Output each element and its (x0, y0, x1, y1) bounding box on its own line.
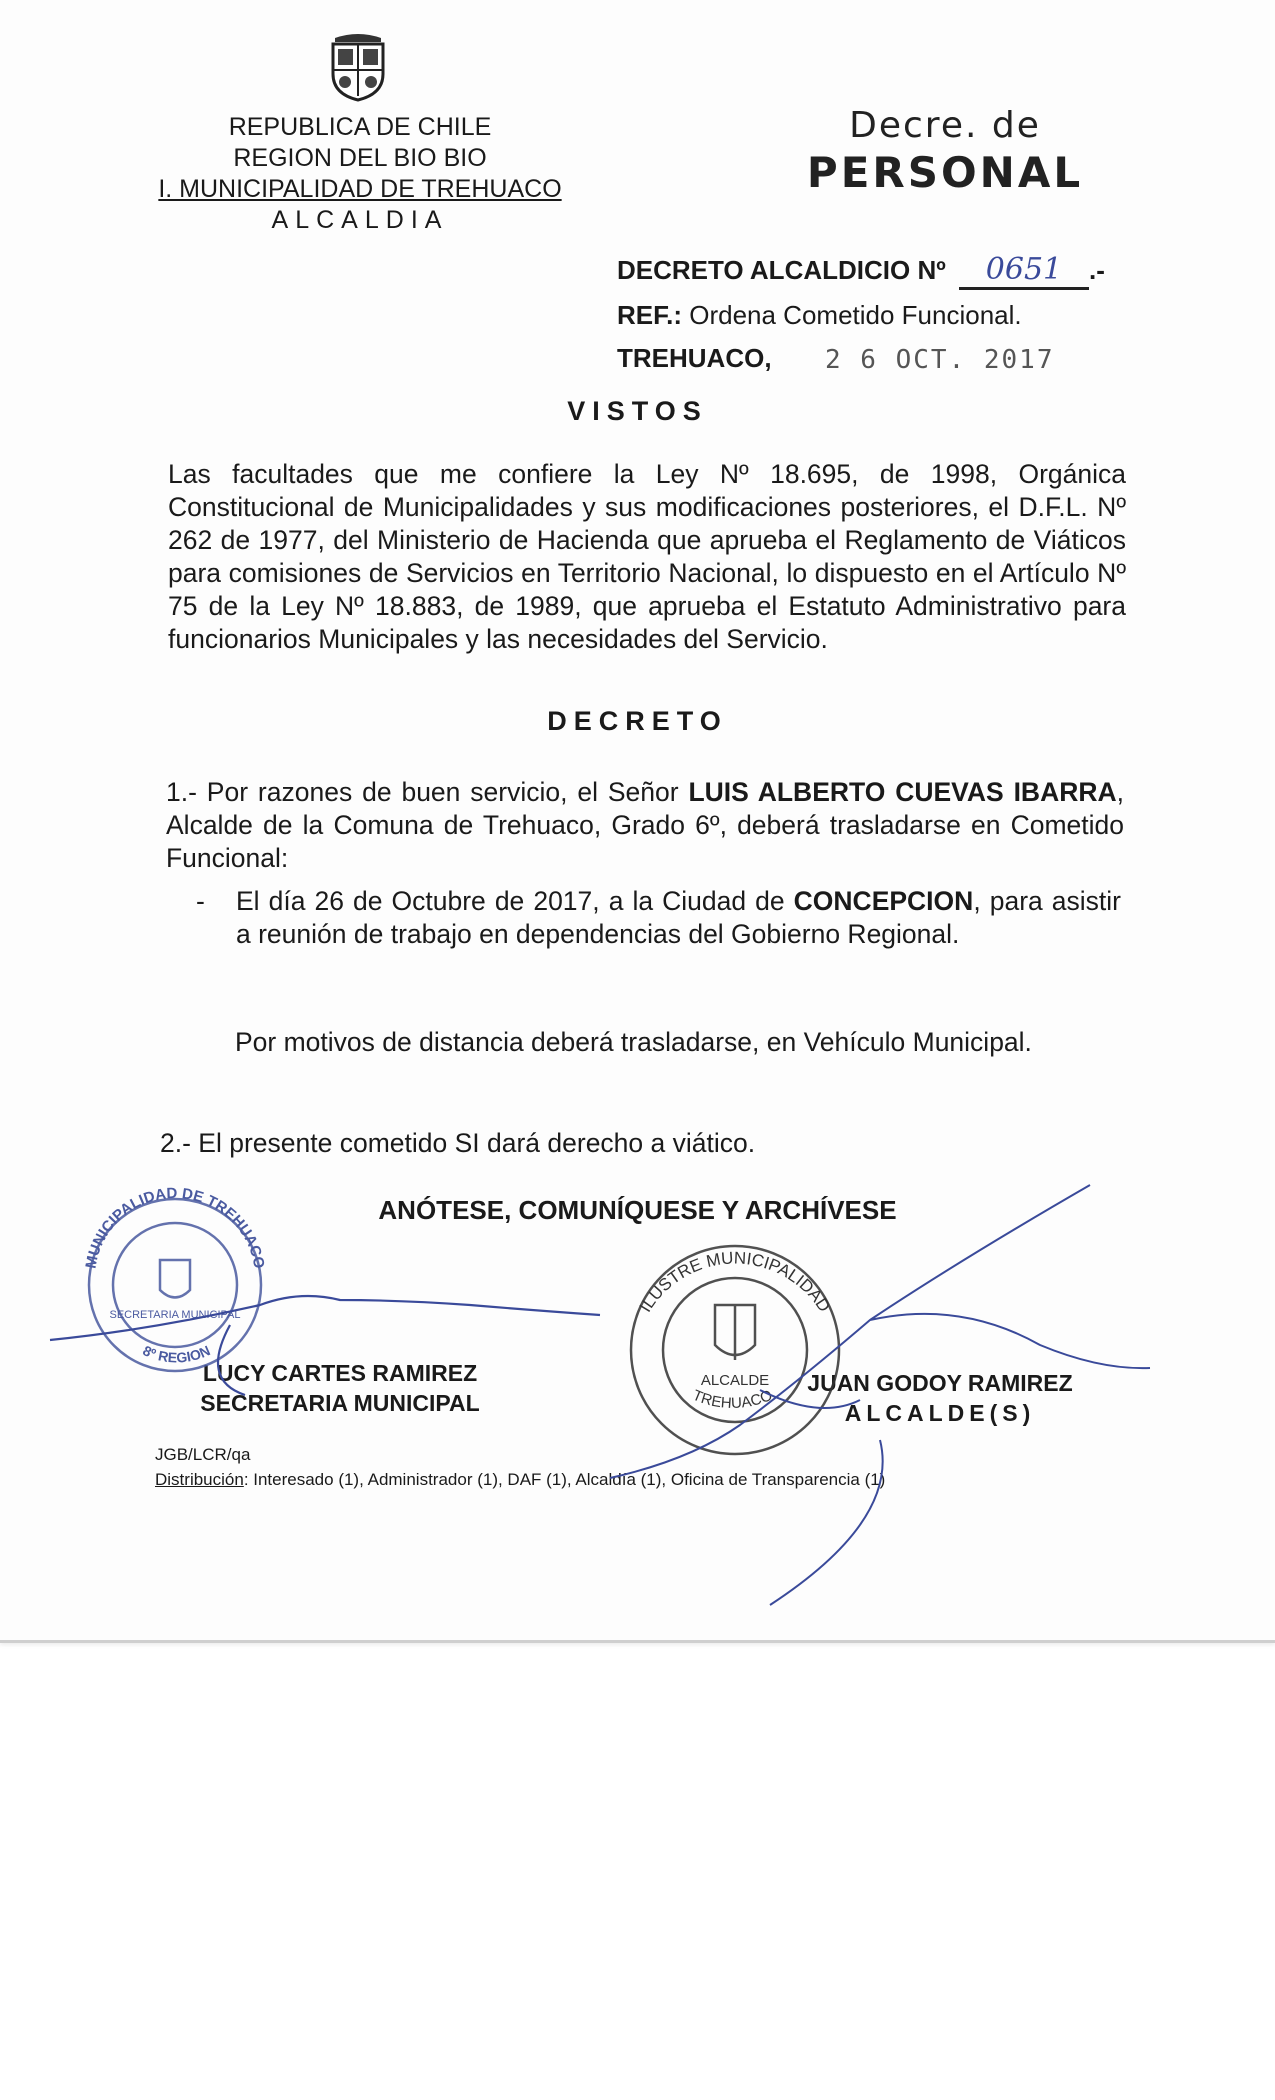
decree-number-label: DECRETO ALCALDICIO Nº (617, 255, 946, 285)
secretary-name: LUCY CARTES RAMIREZ (202, 1360, 478, 1386)
article-2-paragraph: 2.- El presente cometido SI dará derecho a viático. (160, 1128, 756, 1158)
distribution-text: : Interesado (1), Administrador (1), DAF (1), Alcaldía (1), Oficina de Transparencia (1) (243, 1470, 886, 1489)
secretary-seal-text-bottom: 8º REGION (140, 1342, 213, 1366)
secretary-signature-block (150, 1358, 530, 1418)
bullet-dash: - (196, 886, 205, 916)
stamp-line-1: Decre. de (849, 105, 1041, 146)
municipal-crest-icon (327, 30, 389, 102)
header-country: REPUBLICA DE CHILE (228, 113, 492, 141)
official-name: LUIS ALBERTO CUEVAS IBARRA (688, 777, 1117, 807)
reference-text: Ordena Cometido Funcional. (689, 300, 1022, 330)
transport-paragraph: Por motivos de distancia deberá trasladarse, en Vehículo Municipal. (235, 1027, 1032, 1057)
article-1-paragraph (166, 776, 1124, 875)
vistos-heading: VISTOS (567, 396, 708, 426)
article-1-text-a: 1.- Por razones de buen servicio, el Señor (166, 777, 689, 807)
mayor-title: ALCALDE(S) (844, 1400, 1036, 1426)
mayor-seal-text-center: ALCALDE (700, 1372, 770, 1389)
header-municipality: I. MUNICIPALIDAD DE TREHUACO (158, 175, 562, 203)
decreto-heading: DECRETO (547, 706, 728, 736)
closing-formula: ANÓTESE, COMUNÍQUESE Y ARCHÍVESE (378, 1195, 897, 1225)
decree-place: TREHUACO, (617, 343, 772, 373)
header-region: REGION DEL BIO BIO (233, 144, 487, 172)
secretary-title: SECRETARIA MUNICIPAL (200, 1390, 480, 1416)
decree-number-line (617, 252, 1105, 290)
drafting-initials: JGB/LCR/qa (155, 1445, 251, 1464)
decree-number-suffix: .- (1088, 255, 1105, 285)
reference-label: REF.: (617, 300, 682, 330)
stamp-line-2: PERSONAL (806, 148, 1084, 197)
header-office: ALCALDIA (271, 206, 449, 234)
secretary-seal-text-center: SECRETARIA MUNICIPAL (109, 1309, 241, 1321)
commission-text-b: , para asistir a reunión de trabajo en dependencias del Gobierno Regional. (236, 886, 1121, 949)
commission-detail-item (196, 885, 1121, 951)
mayor-signature-block (760, 1368, 1120, 1428)
article-1-text-b: , Alcalde de la Comuna de Trehuaco, Grado 6º, deberá trasladarse en Cometido Funcional: (166, 777, 1124, 873)
commission-text-a: El día 26 de Octubre de 2017, a la Ciudad de (236, 886, 794, 916)
distribution-line (155, 1470, 885, 1490)
vistos-paragraph: Las facultades que me confiere la Ley Nº 18.695, de 1998, Orgánica Constitucional de Municipalidades y sus modificaciones posteriores, el D.F.L. Nº 262 de 1977, del Ministerio de Hacienda que aprueba el Reglamento de Viáticos para comisiones de Servicios en Territorio Nacional, lo dispuesto en el Artículo Nº 75 de la Ley Nº 18.883, de 1989, que aprueba el Estatuto Administrativo para funcionarios Municipales y las necesidades del Servicio. (168, 459, 1126, 654)
secretary-seal-text-top: MUNICIPALIDAD DE TREHUACO (82, 1184, 268, 1270)
mayor-seal-text-bottom: TREHUACO (690, 1386, 775, 1413)
reference-line (617, 300, 1022, 331)
mayor-seal-text-top: ILUSTRE MUNICIPALIDAD (635, 1248, 835, 1316)
personal-decree-stamp (780, 105, 1110, 197)
destination-city: CONCEPCION (793, 886, 974, 916)
mayor-name: JUAN GODOY RAMIREZ (807, 1370, 1073, 1396)
decree-number: 0651 (959, 252, 1089, 290)
date-stamp: 2 6 OCT. 2017 (825, 345, 1055, 375)
issuer-header (150, 112, 570, 236)
distribution-label: Distribución (155, 1470, 244, 1489)
